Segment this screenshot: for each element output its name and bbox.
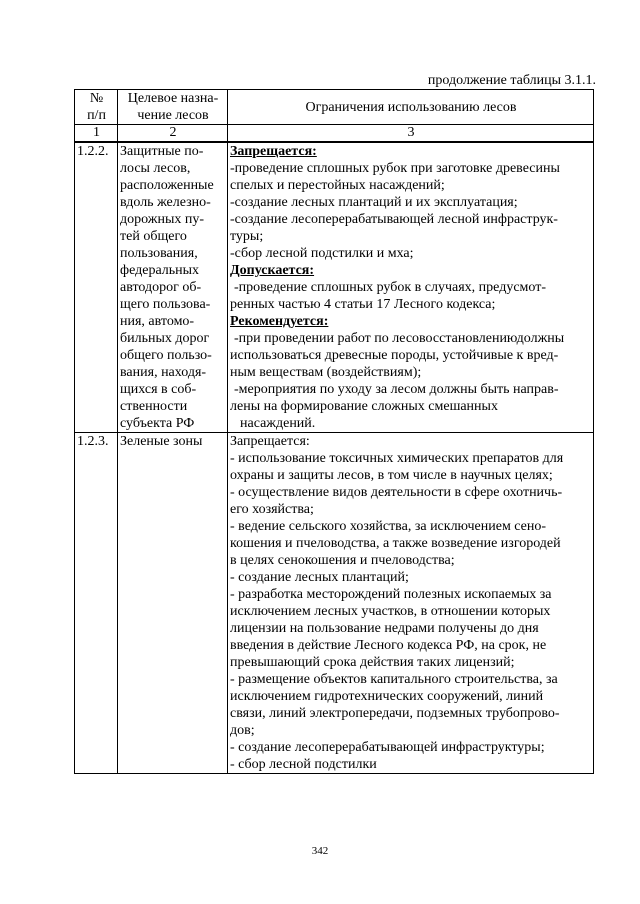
restriction-line: охраны и защиты лесов, в том числе в научных целях; xyxy=(230,468,553,483)
restriction-line: ным веществам (воздействиям); xyxy=(230,365,422,380)
row-restrictions xyxy=(228,433,594,774)
row-purpose xyxy=(118,433,228,774)
restriction-line: связи, линий электропередачи, подземных трубопрово- xyxy=(230,706,560,721)
restriction-line: дов; xyxy=(230,723,255,738)
header-col2 xyxy=(118,90,228,125)
purpose-line: пользования, xyxy=(120,246,198,261)
restriction-line: - разработка месторождений полезных ископаемых за xyxy=(230,587,552,602)
purpose-line: общего пользо- xyxy=(120,348,212,363)
section-heading: Запрещается: xyxy=(230,144,317,159)
col-number: 1 xyxy=(75,125,118,143)
restriction-line: -создание лесоперерабатывающей лесной инфраструк- xyxy=(230,212,558,227)
restriction-line: - сбор лесной подстилки xyxy=(230,757,377,772)
restriction-line: исключением лесных участков, в отношении которых xyxy=(230,604,551,619)
restriction-line: -сбор лесной подстилки и мха; xyxy=(230,246,414,261)
restriction-line: Запрещается: xyxy=(230,434,310,449)
restriction-line: спелых и перестойных насаждений; xyxy=(230,178,445,193)
restriction-line: его хозяйства; xyxy=(230,502,314,517)
restriction-line: - осуществление видов деятельности в сфере охотничь- xyxy=(230,485,563,500)
row-restrictions xyxy=(228,142,594,433)
header-col2-line: Целевое назна- xyxy=(127,91,219,106)
purpose-line: щего пользова- xyxy=(120,297,211,312)
section-heading: Рекомендуется: xyxy=(230,314,329,329)
restriction-line: - размещение объектов капитального строительства, за xyxy=(230,672,558,687)
col-number: 2 xyxy=(118,125,228,143)
restriction-line: исключением гидротехнических сооружений, линий xyxy=(230,689,544,704)
purpose-line: автодорог об- xyxy=(120,280,202,295)
purpose-line: тей общего xyxy=(120,229,187,244)
restriction-line: в целях сенокошения и пчеловодства; xyxy=(230,553,455,568)
restriction-line: туры; xyxy=(230,229,264,244)
restriction-line: -проведение сплошных рубок при заготовке древесины xyxy=(230,161,560,176)
restriction-line: - ведение сельского хозяйства, за исключением сено- xyxy=(230,519,547,534)
purpose-line: субъекта РФ xyxy=(120,416,195,431)
restriction-line: кошения и пчеловодства, а также возведение изгородей xyxy=(230,536,561,551)
purpose-line: ственности xyxy=(120,399,188,414)
restriction-line: - создание лесных плантаций; xyxy=(230,570,409,585)
restriction-line: введения в действие Лесного кодекса РФ, на срок, не xyxy=(230,638,547,653)
restriction-line: насаждений. xyxy=(240,416,316,431)
header-col1 xyxy=(75,90,118,125)
purpose-line: ния, автомо- xyxy=(120,314,195,329)
header-col2-line: чение лесов xyxy=(137,108,209,123)
purpose-line: вдоль железно- xyxy=(120,195,211,210)
restriction-line: превышающий срока действия таких лицензий; xyxy=(230,655,515,670)
restriction-line: - создание лесоперерабатывающей инфраструктуры; xyxy=(230,740,545,755)
purpose-line: бильных дорог xyxy=(120,331,210,346)
restriction-line: лицензии на пользование недрами получены до дня xyxy=(230,621,539,636)
table-row xyxy=(75,142,594,433)
header-col1-line: п/п xyxy=(87,108,106,123)
purpose-line: расположенные xyxy=(120,178,214,193)
col-number: 3 xyxy=(228,125,594,143)
column-number-row xyxy=(75,125,594,143)
page-number: 342 xyxy=(311,845,329,857)
purpose-line: щихся в соб- xyxy=(120,382,197,397)
header-col1-line: № xyxy=(89,91,104,106)
restriction-line: лены на формирование сложных смешанных xyxy=(230,399,498,414)
table-row xyxy=(75,433,594,774)
restriction-line: -проведение сплошных рубок в случаях, предусмот- xyxy=(234,280,546,295)
restriction-line: -при проведении работ по лесовосстановлениюдолжны xyxy=(234,331,565,346)
restriction-line: - использование токсичных химических препаратов для xyxy=(230,451,564,466)
purpose-line: Зеленые зоны xyxy=(120,434,203,449)
purpose-line: лосы лесов, xyxy=(120,161,191,176)
restrictions-table xyxy=(74,89,594,774)
row-number: 1.2.2. xyxy=(75,142,118,433)
restriction-line: использоваться древесные породы, устойчивые к вред- xyxy=(230,348,559,363)
row-number: 1.2.3. xyxy=(75,433,118,774)
purpose-line: федеральных xyxy=(120,263,200,278)
restriction-line: ренных частью 4 статьи 17 Лесного кодекса; xyxy=(230,297,496,312)
purpose-line: дорожных пу- xyxy=(120,212,204,227)
table-caption: продолжение таблицы 3.1.1. xyxy=(427,73,596,88)
restriction-line: -создание лесных плантаций и их эксплуатация; xyxy=(230,195,518,210)
row-purpose xyxy=(118,142,228,433)
restriction-line: -мероприятия по уходу за лесом должны быть направ- xyxy=(234,382,559,397)
section-heading: Допускается: xyxy=(230,263,315,278)
header-col3: Ограничения использованию лесов xyxy=(228,90,594,125)
purpose-line: вания, находя- xyxy=(120,365,207,380)
table-header-row xyxy=(75,90,594,125)
purpose-line: Защитные по- xyxy=(120,144,204,159)
